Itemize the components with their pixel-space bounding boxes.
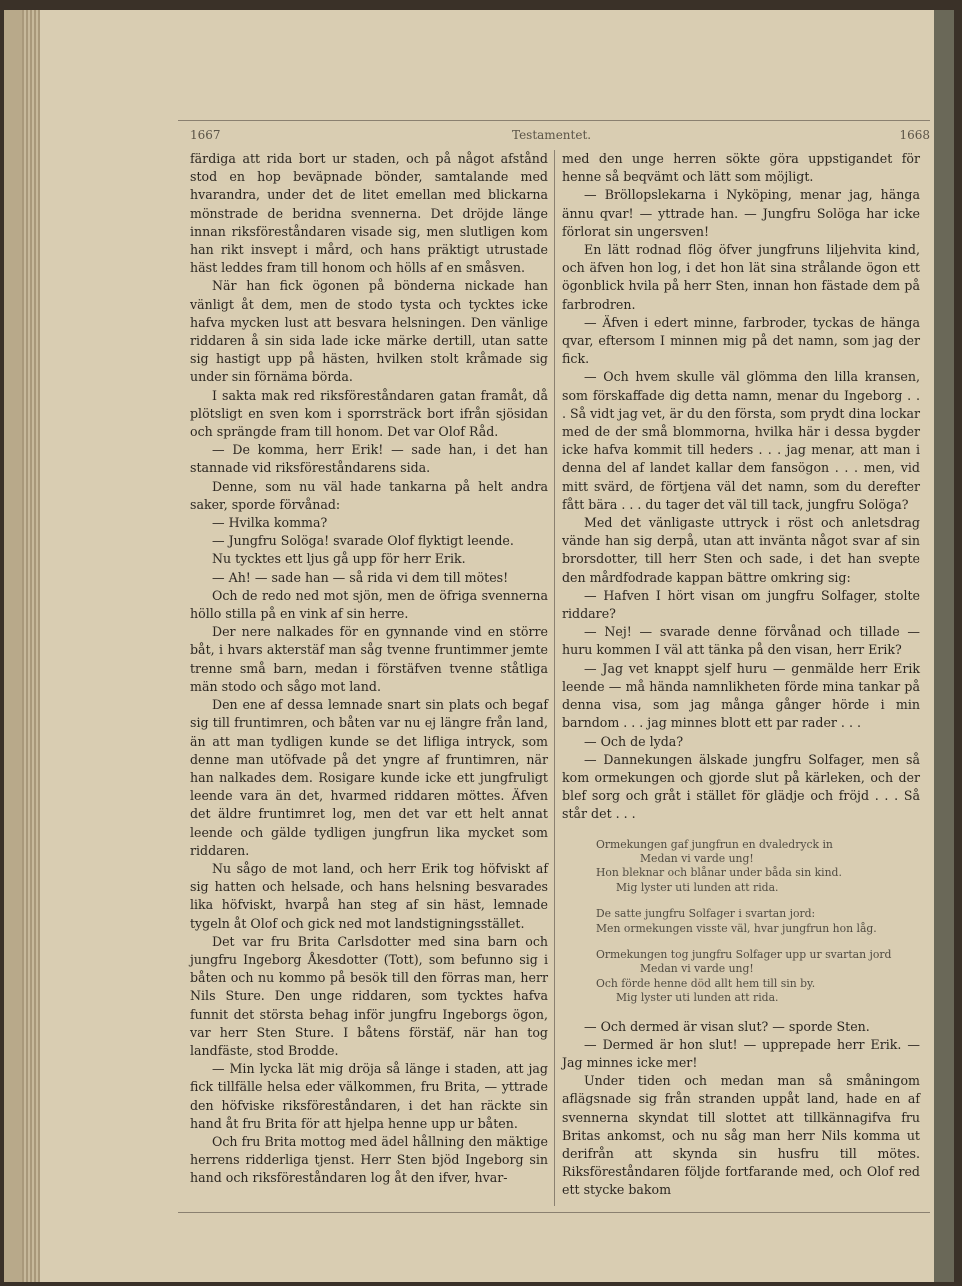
paragraph: Denne, som nu väl hade tankarna på helt andra saker, sporde förvånad: bbox=[190, 478, 548, 512]
paragraph: I sakta mak red riksföreståndaren gatan framåt, då plötsligt en sven kom i sporrsträck bort ifrån sjösidan och sprängde fram till honom. Det var Olof Råd. bbox=[190, 387, 548, 440]
verse-stanza bbox=[596, 907, 920, 936]
paragraph: — Jag vet knappt sjelf huru — genmälde herr Erik leende — må hända namnlikheten förde mina tankar på denna visa, som jag många gånger hörde i min barndom . . . jag minnes blott ett par rader . . . bbox=[562, 660, 920, 731]
paragraph: — Bröllopslekarna i Nyköping, menar jag, hänga ännu qvar! — yttrade han. — Jungfru Solöga har icke förlorat sin ungersven! bbox=[562, 187, 920, 239]
paragraph: Nu tycktes ett ljus gå upp för herr Erik. bbox=[212, 551, 466, 567]
paragraph: Det var fru Brita Carlsdotter med sina barn och jungfru Ingeborg Åkesdotter (Tott), som befunno sig i båten och nu kommo på besök till den förras man, herr Nils Sture. Den unge riddaren, som tycktes hafva funnit det största behag inför jungfru Ingeborgs ögon, var herr Sten Sture. I båtens förstäf, när han tog landfäste, stod Brodde. bbox=[190, 933, 548, 1058]
paragraph: — De komma, herr Erik! — sade han, i det han stannade vid riksföreståndarens sida. bbox=[190, 442, 548, 476]
verse-line: Men ormekungen visste väl, hvar jungfrun hon låg. bbox=[596, 921, 877, 935]
paragraph: — Och hvem skulle väl glömma den lilla kransen, som förskaffade dig detta namn, menar du Ingeborg . . . Så vidt jag vet, är du den första, som prydt dina lockar med de der små blommorna, hvilka här i dessa bygder icke hafva kommit till heders . . . jag menar, att man i denna del af landet kallar dem fansögon . . . men, vid mitt svärd, de förtjena väl det namn, som du derefter fått bära . . . du tager det väl till tack, jungfru Solöga? bbox=[562, 369, 921, 512]
ballad-verse bbox=[596, 838, 920, 1006]
paragraph: — Och de lyda? bbox=[584, 733, 684, 749]
paragraph: med den unge herren sökte göra uppstigandet för henne så beqvämt och lätt som möjligt. bbox=[562, 151, 920, 185]
paragraph: Den ene af dessa lemnade snart sin plats och begaf sig till fruntimren, och båten var nu ej längre från land, än att man tydligen kunde se det lifliga intryck, som denne man utöfvade på det yngre af fruntimren, när han nalkades dem. Rosigare kunde icke ett jungfruligt leende vara än det, hvarmed riddaren möttes. Äfven det äldre fruntimret log, men det var ett helt annat leende och gälde tydligen jungfrun lika mycket som riddaren. bbox=[190, 697, 548, 858]
paragraph: — Jungfru Solöga! svarade Olof flyktigt leende. bbox=[212, 533, 514, 549]
verse-line: De satte jungfru Solfager i svartan jord: bbox=[596, 907, 816, 921]
right-column bbox=[562, 150, 920, 1200]
verse-line: Medan vi varde ung! bbox=[640, 962, 754, 976]
paragraph: — Dermed är hon slut! — upprepade herr Erik. — Jag minnes icke mer! bbox=[562, 1036, 920, 1070]
verse-line: Och förde henne död allt hem till sin by. bbox=[596, 976, 816, 990]
running-title: Testamentet. bbox=[512, 128, 592, 142]
paragraph: — Dannekungen älskade jungfru Solfager, men så kom ormekungen och gjorde slut på kärleken, och der blef sorg och gråt i stället för glädje och fröjd . . . Så står det . . . bbox=[562, 751, 920, 822]
verse-line: Mig lyster uti lunden att rida. bbox=[616, 991, 779, 1005]
paragraph: När han fick ögonen på bönderna nickade han vänligt åt dem, men de stodo tysta och tycktes icke hafva mycken lust att besvara helsningen. Den vänlige riddaren å sin sida lade icke märke dertill, utan satte sig hastigt upp på hästen, hvilken stolt kråmade sig under sin förnäma börda. bbox=[190, 278, 548, 385]
paragraph: — Äfven i edert minne, farbroder, tyckas de hänga qvar, eftersom I minnen mig på det namn, som jag der fick. bbox=[562, 314, 920, 367]
paragraph: Der nere nalkades för en gynnande vind en större båt, i hvars akterstäf man såg tvenne fruntimmer jemte trenne små barn, medan i förstäfven tvenne ståtliga män stodo och sågo mot land. bbox=[190, 624, 548, 694]
paragraph: Och de redo ned mot sjön, men de öfriga svennerna höllo stilla på en vink af sin herre. bbox=[190, 587, 548, 622]
page-edge-stripe bbox=[934, 10, 954, 1282]
paragraph: Med det vänligaste uttryck i röst och anletsdrag vände han sig derpå, utan att invänta något svar af sin brorsdotter, till herr Sten och sade, i det han svepte den mårdfodrade kappan bättre omkring sig: bbox=[562, 515, 920, 585]
verse-line: Ormekungen gaf jungfrun en dvaledryck in bbox=[596, 837, 833, 851]
right-page-number: 1668 bbox=[899, 128, 930, 142]
header-rule bbox=[178, 120, 930, 122]
footer-rule bbox=[178, 1212, 930, 1214]
paragraph: En lätt rodnad flög öfver jungfruns liljehvita kind, och äfven hon log, i det hon lät sina strålande ögon ett ögonblick hvila på herr Sten, innan hon fästade dem på farbrodren. bbox=[562, 242, 920, 312]
column-divider bbox=[554, 150, 555, 1206]
paragraph: färdiga att rida bort ur staden, och på något afstånd stod en hop beväpnade bönder, samtalande med hvarandra, under det de litet emellan med blickarna mönstrade de beridna svennerna. Det dröjde länge innan riksföreståndaren visade sig, men slutligen kom han rikt insvept i mård, och hans präktigt utrustade häst leddes fram till honom och hölls af en småsven. bbox=[190, 151, 548, 276]
verse-line: Ormekungen tog jungfru Solfager upp ur svartan jord bbox=[596, 947, 892, 961]
left-page-number: 1667 bbox=[190, 128, 221, 142]
verse-stanza bbox=[596, 948, 920, 1006]
paragraph: Nu sågo de mot land, och herr Erik tog höfviskt af sig hatten och helsade, och hans helsning besvarades lika höfviskt, hvarpå han steg af sin häst, lemnade tygeln åt Olof och gick ned mot landstigningsstället. bbox=[190, 860, 548, 931]
verse-line: Medan vi varde ung! bbox=[640, 851, 754, 865]
paragraph: — Min lycka lät mig dröja så länge i staden, att jag fick tillfälle helsa eder välkommen, fru Brita, — yttrade den höfviske riksföreståndaren, i det han räckte sin hand åt fru Brita för att hjelpa henne upp ur båten. bbox=[190, 1061, 548, 1131]
paragraph: — Hvilka komma? bbox=[212, 515, 328, 531]
paragraph: — Ah! — sade han — så rida vi dem till mötes! bbox=[212, 569, 509, 585]
page-header bbox=[190, 128, 930, 146]
left-column bbox=[190, 150, 548, 1188]
paragraph: Och fru Brita mottog med ädel hållning den mäktige herrens ridderliga tjenst. Herr Sten bjöd Ingeborg sin hand och riksföreståndaren log åt den ifver, hvar- bbox=[190, 1133, 548, 1186]
paragraph: — Nej! — svarade denne förvånad och tillade — huru kommen I väl att tänka på den visan, herr Erik? bbox=[562, 624, 920, 658]
paragraph: Under tiden och medan man så småningom aflägsnade sig från stranden uppåt land, hade en af svennerna skyndat till slottet att tillkännagifva fru Britas ankomst, och nu såg man herr Nils komma ut derifrån att skynda sin husfru till mötes. Riksföreståndaren följde fortfarande med, och Olof red ett stycke bakom bbox=[562, 1073, 920, 1198]
page-binding bbox=[22, 10, 40, 1282]
verse-line: Mig lyster uti lunden att rida. bbox=[616, 880, 779, 894]
paragraph: — Och dermed är visan slut? — sporde Sten. bbox=[584, 1018, 870, 1034]
verse-line: Hon bleknar och blånar under båda sin kind. bbox=[596, 866, 842, 880]
verse-stanza bbox=[596, 838, 920, 896]
paragraph: — Hafven I hört visan om jungfru Solfager, stolte riddare? bbox=[562, 587, 920, 622]
